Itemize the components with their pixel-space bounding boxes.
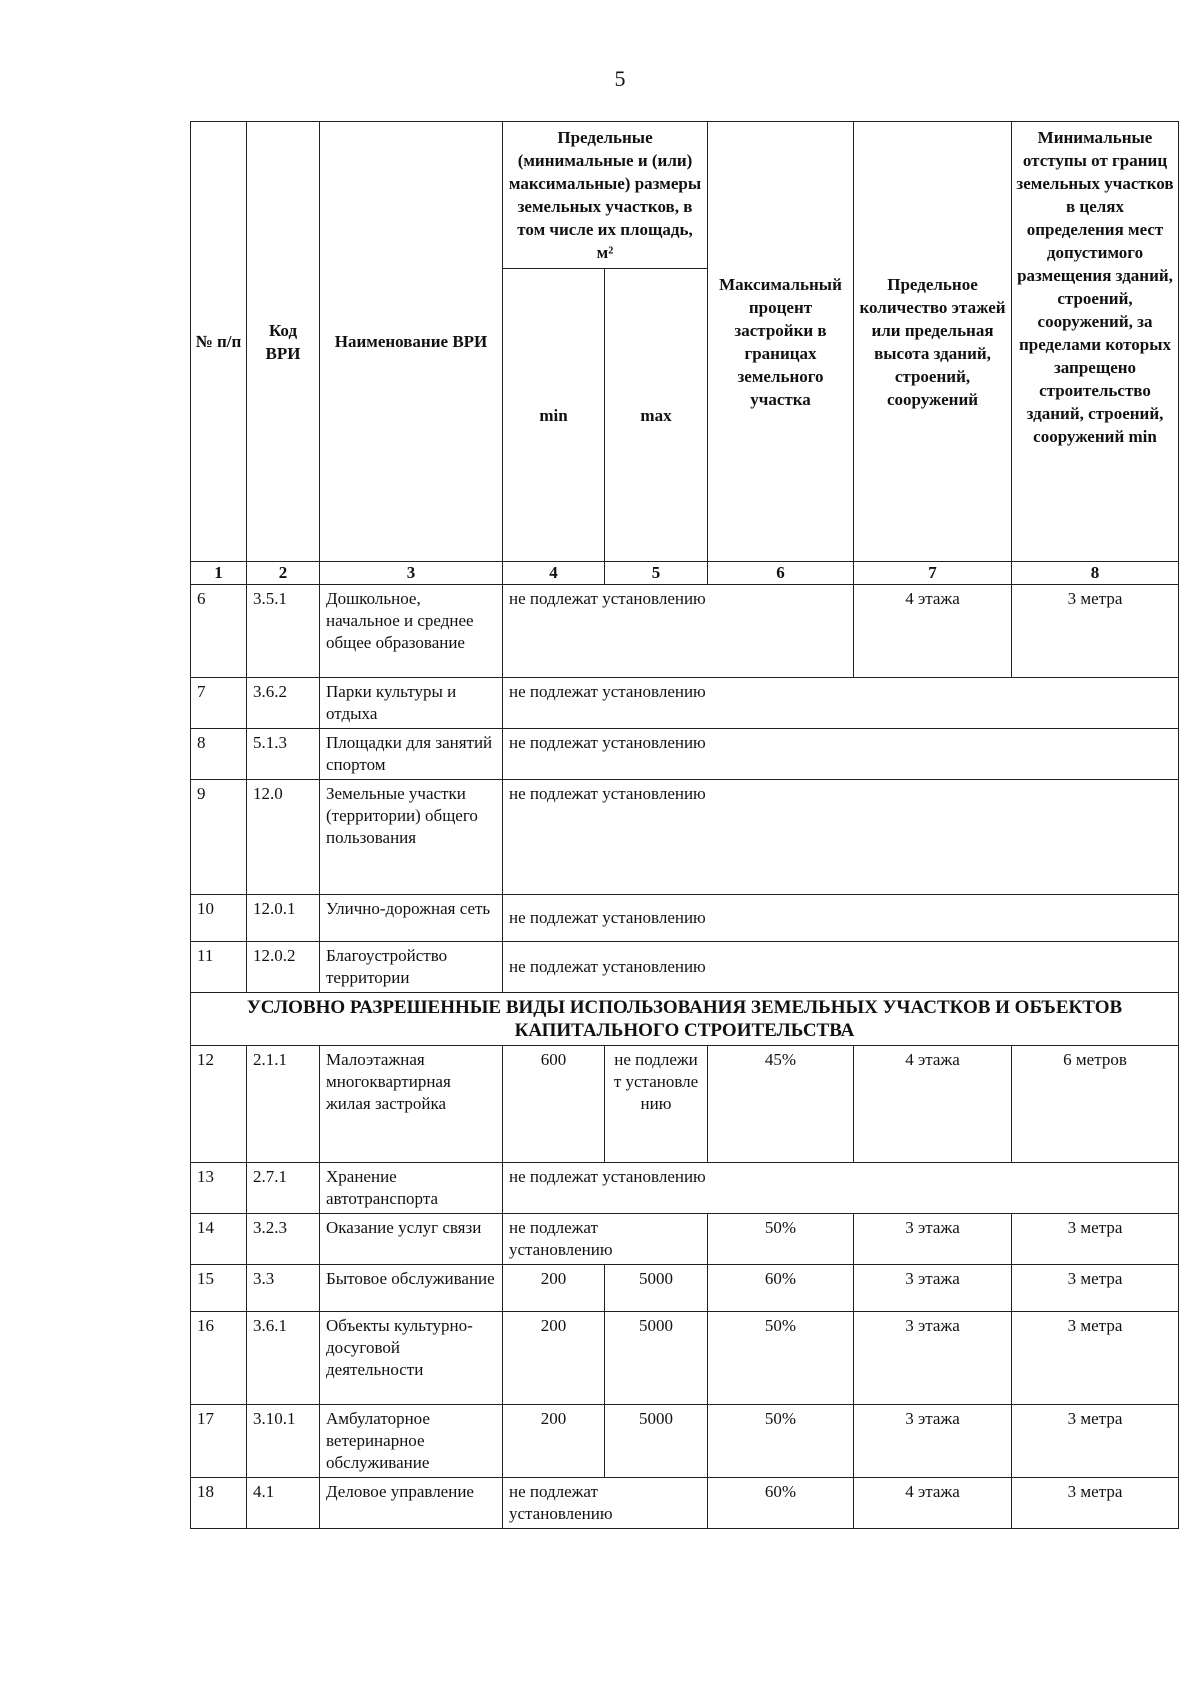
column-number-row (191, 562, 1179, 585)
row-number: 16 (191, 1312, 247, 1405)
row-name: Парки культуры и отдыха (320, 678, 503, 729)
row-number: 8 (191, 729, 247, 780)
row-number: 11 (191, 942, 247, 993)
row-number: 12 (191, 1046, 247, 1163)
row-not-established: не подлежат установлению (503, 895, 1179, 942)
row-name: Земельные участки (территории) общего пользования (320, 780, 503, 895)
row-floors: 4 этажа (854, 1046, 1012, 1163)
row-max: 5000 (605, 1265, 708, 1312)
header-max-floors: Предельное количество этажей или предельная высота зданий, строений, сооружений (854, 122, 1012, 562)
section-title: УСЛОВНО РАЗРЕШЕННЫЕ ВИДЫ ИСПОЛЬЗОВАНИЯ ЗЕМЕЛЬНЫХ УЧАСТКОВ И ОБЪЕКТОВ КАПИТАЛЬНОГО СТРОИТЕЛЬСТВА (191, 993, 1179, 1046)
row-code: 5.1.3 (247, 729, 320, 780)
table-row (191, 1265, 1179, 1312)
table-row (191, 780, 1179, 895)
row-number: 7 (191, 678, 247, 729)
column-number: 5 (605, 562, 708, 585)
row-number: 9 (191, 780, 247, 895)
row-not-established: не подлежат установлению (503, 1163, 1179, 1214)
row-code: 2.1.1 (247, 1046, 320, 1163)
section-row (191, 993, 1179, 1046)
row-number: 18 (191, 1478, 247, 1529)
row-setback: 3 метра (1012, 1214, 1179, 1265)
row-floors: 4 этажа (854, 585, 1012, 678)
row-code: 12.0.1 (247, 895, 320, 942)
row-name: Площадки для занятий спортом (320, 729, 503, 780)
column-number: 8 (1012, 562, 1179, 585)
header-code: Код ВРИ (247, 122, 320, 562)
header-max-percent: Максимальный процент застройки в границах земельного участка (708, 122, 854, 562)
column-number: 4 (503, 562, 605, 585)
row-code: 12.0.2 (247, 942, 320, 993)
row-floors: 3 этажа (854, 1214, 1012, 1265)
row-name: Деловое управление (320, 1478, 503, 1529)
column-number: 7 (854, 562, 1012, 585)
row-not-established: не подлежат установлению (503, 729, 1179, 780)
row-name: Малоэтажная многоквартирная жилая застройка (320, 1046, 503, 1163)
row-code: 3.5.1 (247, 585, 320, 678)
row-percent: 50% (708, 1214, 854, 1265)
column-number: 1 (191, 562, 247, 585)
row-percent: 45% (708, 1046, 854, 1163)
row-max: 5000 (605, 1405, 708, 1478)
row-code: 2.7.1 (247, 1163, 320, 1214)
table-row (191, 942, 1179, 993)
header-name: Наименование ВРИ (320, 122, 503, 562)
row-code: 4.1 (247, 1478, 320, 1529)
row-number: 17 (191, 1405, 247, 1478)
row-min: 600 (503, 1046, 605, 1163)
row-not-established: не подлежат установлению (503, 942, 1179, 993)
row-name: Дошкольное, начальное и среднее общее образование (320, 585, 503, 678)
row-max: не подлежит установлению (605, 1046, 708, 1163)
row-minmax-not-established: не подлежат установлению (503, 1478, 708, 1529)
column-number: 2 (247, 562, 320, 585)
header-min: min (503, 269, 605, 562)
row-setback: 3 метра (1012, 585, 1179, 678)
row-floors: 3 этажа (854, 1405, 1012, 1478)
table-row (191, 1405, 1179, 1478)
row-name: Бытовое обслуживание (320, 1265, 503, 1312)
header-max: max (605, 269, 708, 562)
row-min: 200 (503, 1405, 605, 1478)
table-row (191, 1478, 1179, 1529)
column-number: 3 (320, 562, 503, 585)
page-number: 5 (614, 66, 626, 91)
table-row (191, 1312, 1179, 1405)
row-name: Объекты культурно-досуговой деятельности (320, 1312, 503, 1405)
row-name: Улично-дорожная сеть (320, 895, 503, 942)
row-percent: 50% (708, 1312, 854, 1405)
row-not-established: не подлежат установлению (503, 780, 1179, 895)
row-number: 14 (191, 1214, 247, 1265)
row-setback: 3 метра (1012, 1265, 1179, 1312)
row-max: 5000 (605, 1312, 708, 1405)
table-row (191, 678, 1179, 729)
row-floors: 3 этажа (854, 1265, 1012, 1312)
row-code: 3.2.3 (247, 1214, 320, 1265)
row-name: Благоустройство территории (320, 942, 503, 993)
zoning-table (190, 121, 1179, 1529)
row-code: 3.6.2 (247, 678, 320, 729)
row-min: 200 (503, 1312, 605, 1405)
table-row (191, 1214, 1179, 1265)
row-number: 13 (191, 1163, 247, 1214)
row-minmax-not-established: не подлежат установлению (503, 1214, 708, 1265)
row-code: 3.10.1 (247, 1405, 320, 1478)
row-floors: 4 этажа (854, 1478, 1012, 1529)
row-name: Оказание услуг связи (320, 1214, 503, 1265)
row-number: 6 (191, 585, 247, 678)
row-not-established: не подлежат установлению (503, 678, 1179, 729)
header-min-setback: Минимальные отступы от границ земельных участков в целях определения мест допустимого размещения зданий, строений, сооружений, за пределами которых запрещено строительство зданий, строений, сооружений min (1012, 122, 1179, 562)
table-row (191, 585, 1179, 678)
row-setback: 6 метров (1012, 1046, 1179, 1163)
row-code: 12.0 (247, 780, 320, 895)
row-floors: 3 этажа (854, 1312, 1012, 1405)
row-min: 200 (503, 1265, 605, 1312)
column-number: 6 (708, 562, 854, 585)
table-row (191, 895, 1179, 942)
row-name: Хранение автотранспорта (320, 1163, 503, 1214)
row-percent: 50% (708, 1405, 854, 1478)
row-setback: 3 метра (1012, 1478, 1179, 1529)
row-percent: 60% (708, 1265, 854, 1312)
row-setback: 3 метра (1012, 1405, 1179, 1478)
table-row (191, 1163, 1179, 1214)
row-not-established: не подлежат установлению (503, 585, 854, 678)
row-percent: 60% (708, 1478, 854, 1529)
table-row (191, 1046, 1179, 1163)
row-code: 3.3 (247, 1265, 320, 1312)
header-number: № п/п (191, 122, 247, 562)
table-row (191, 729, 1179, 780)
row-code: 3.6.1 (247, 1312, 320, 1405)
row-number: 10 (191, 895, 247, 942)
header-plot-size: Предельные (минимальные и (или) максимальные) размеры земельных участков, в том числе их площадь, м² (503, 122, 708, 269)
row-name: Амбулаторное ветеринарное обслуживание (320, 1405, 503, 1478)
row-number: 15 (191, 1265, 247, 1312)
row-setback: 3 метра (1012, 1312, 1179, 1405)
